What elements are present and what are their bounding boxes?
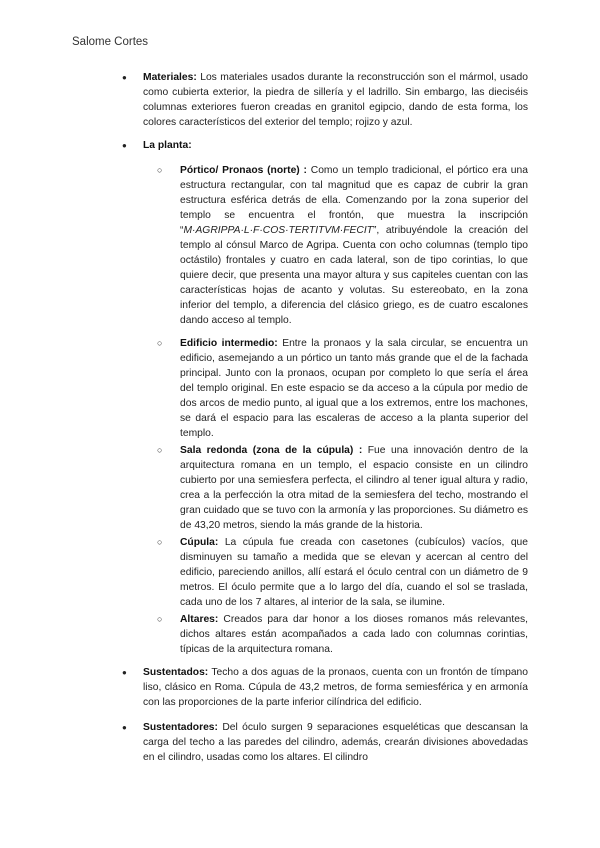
hollow-bullet-icon: ○ <box>157 537 163 547</box>
sala-heading: Sala redonda (zona de la cúpula) : <box>180 445 363 456</box>
sub-item-sala <box>143 443 528 533</box>
hollow-bullet-icon: ○ <box>157 614 163 624</box>
edificio-text: Entre la pronaos y la sala circular, se encuentra un edificio, asemejando a un pórtico un tanto más grande que el de la fachada principal. Junto con la pronaos, ocupan por completo lo que sería el área del templo original. En este espacio se da acceso a la cúpula por medio de dos arcos de medio punto, al igual que a los extremos, entre los machones, se dará el espacio para las escaleras de acceso a la planta superior del templo. <box>180 338 528 439</box>
list-item-sustentadores <box>72 720 528 765</box>
document-body <box>72 70 528 773</box>
portico-text-b: ”, atribuyéndole la creación del templo al cónsul Marco de Agripa. Cuenta con ocho columnas (templo tipo octástilo) frontales y cuatro en cada lateral, son de tipo corintias, lo que quiere decir, que presenta una mayor altura y sus capiteles cuentan con las características hojas de acanto y volutas. Su estereobato, en la zona inferior del templo, a diferencia del clásico griego, es de cuatro escalones dando acceso al templo. <box>180 225 528 326</box>
edificio-heading: Edificio intermedio: <box>180 338 278 349</box>
author-name: Salome Cortes <box>72 36 149 48</box>
materiales-text: Los materiales usados durante la reconstrucción son el mármol, usado como cubierta exterior, la piedra de sillería y el ladrillo. Sin embargo, las dieciséis columnas exteriores fueron creadas en granitol egipcio, dando de esta forma, los colores característicos del exterior del templo; rojizo y azul. <box>143 72 528 128</box>
list-item-planta <box>72 138 528 657</box>
materiales-heading: Materiales: <box>143 72 197 83</box>
cupula-text: La cúpula fue creada con casetones (cubículos) vacíos, que disminuyen su tamaño a medida que se elevan y acercan al centro del edificio, pareciendo anillos, allí estará el óculo central con un diámetro de 9 metros. El óculo permite que a lo largo del día, cuando el sol se traslada, cada uno de los 7 altares, al interior de la sala, se ilumine. <box>180 537 528 608</box>
sala-text: Fue una innovación dentro de la arquitectura romana en un templo, el espacio consiste en un cilindro cubierto por una semiesfera perfecta, el cilindro al tener igual altura y radio, crea a la perfección la otra mitad de la semiesfera del techo, mostrando el gran cuidado que se tuvo con la armonía y las proporciones. Su diámetro es de 43,20 metros, siendo la más grande de la historia. <box>180 445 529 531</box>
bullet-icon: ● <box>122 723 127 732</box>
altares-heading: Altares: <box>180 614 219 625</box>
list-item-sustentados <box>72 665 528 710</box>
list-item-materiales <box>72 70 528 130</box>
sub-item-portico <box>143 163 528 328</box>
portico-inscription: M·AGRIPPA·L·F·COS·TERTITVM·FECIT <box>183 225 373 236</box>
sub-item-edificio <box>143 336 528 441</box>
hollow-bullet-icon: ○ <box>157 165 163 175</box>
bullet-icon: ● <box>122 73 127 82</box>
sustentadores-heading: Sustentadores: <box>143 722 218 733</box>
sustentados-text: Techo a dos aguas de la pronaos, cuenta con un frontón de tímpano liso, clásico en Roma. Cúpula de 43,2 metros, de forma semiesférica y en armonía con las proporciones de la parte inferior cilíndrica del edificio. <box>143 667 528 708</box>
hollow-bullet-icon: ○ <box>157 445 163 455</box>
altares-text: Creados para dar honor a los dioses romanos más relevantes, dichos altares están acompañados a cada lado con columnas corintias, típicas de la arquitectura romana. <box>180 614 528 655</box>
bullet-icon: ● <box>122 141 127 150</box>
sub-item-altares <box>143 612 528 657</box>
hollow-bullet-icon: ○ <box>157 338 163 348</box>
sub-item-cupula <box>143 535 528 610</box>
portico-text-a: Como un templo tradicional, el pórtico era una estructura rectangular, con tal magnitud que es capaz de cubrir la gran estructura esférica detrás de ella. Comenzando por la zona superior del templo se encuentra el frontón, que muestra la inscripción “ <box>180 165 528 236</box>
sustentadores-text: Del óculo surgen 9 separaciones esqueléticas que descansan la carga del techo a las paredes del cilindro, además, crearán divisiones abovedadas en el cilindro, usadas como los altares. El cilindro <box>143 722 528 763</box>
bullet-icon: ● <box>122 668 127 677</box>
planta-sub-list <box>143 163 528 657</box>
planta-heading: La planta: <box>143 140 192 151</box>
main-bullet-list <box>72 70 528 765</box>
sustentados-heading: Sustentados: <box>143 667 209 678</box>
portico-heading: Pórtico/ Pronaos (norte) : <box>180 165 307 176</box>
cupula-heading: Cúpula: <box>180 537 219 548</box>
